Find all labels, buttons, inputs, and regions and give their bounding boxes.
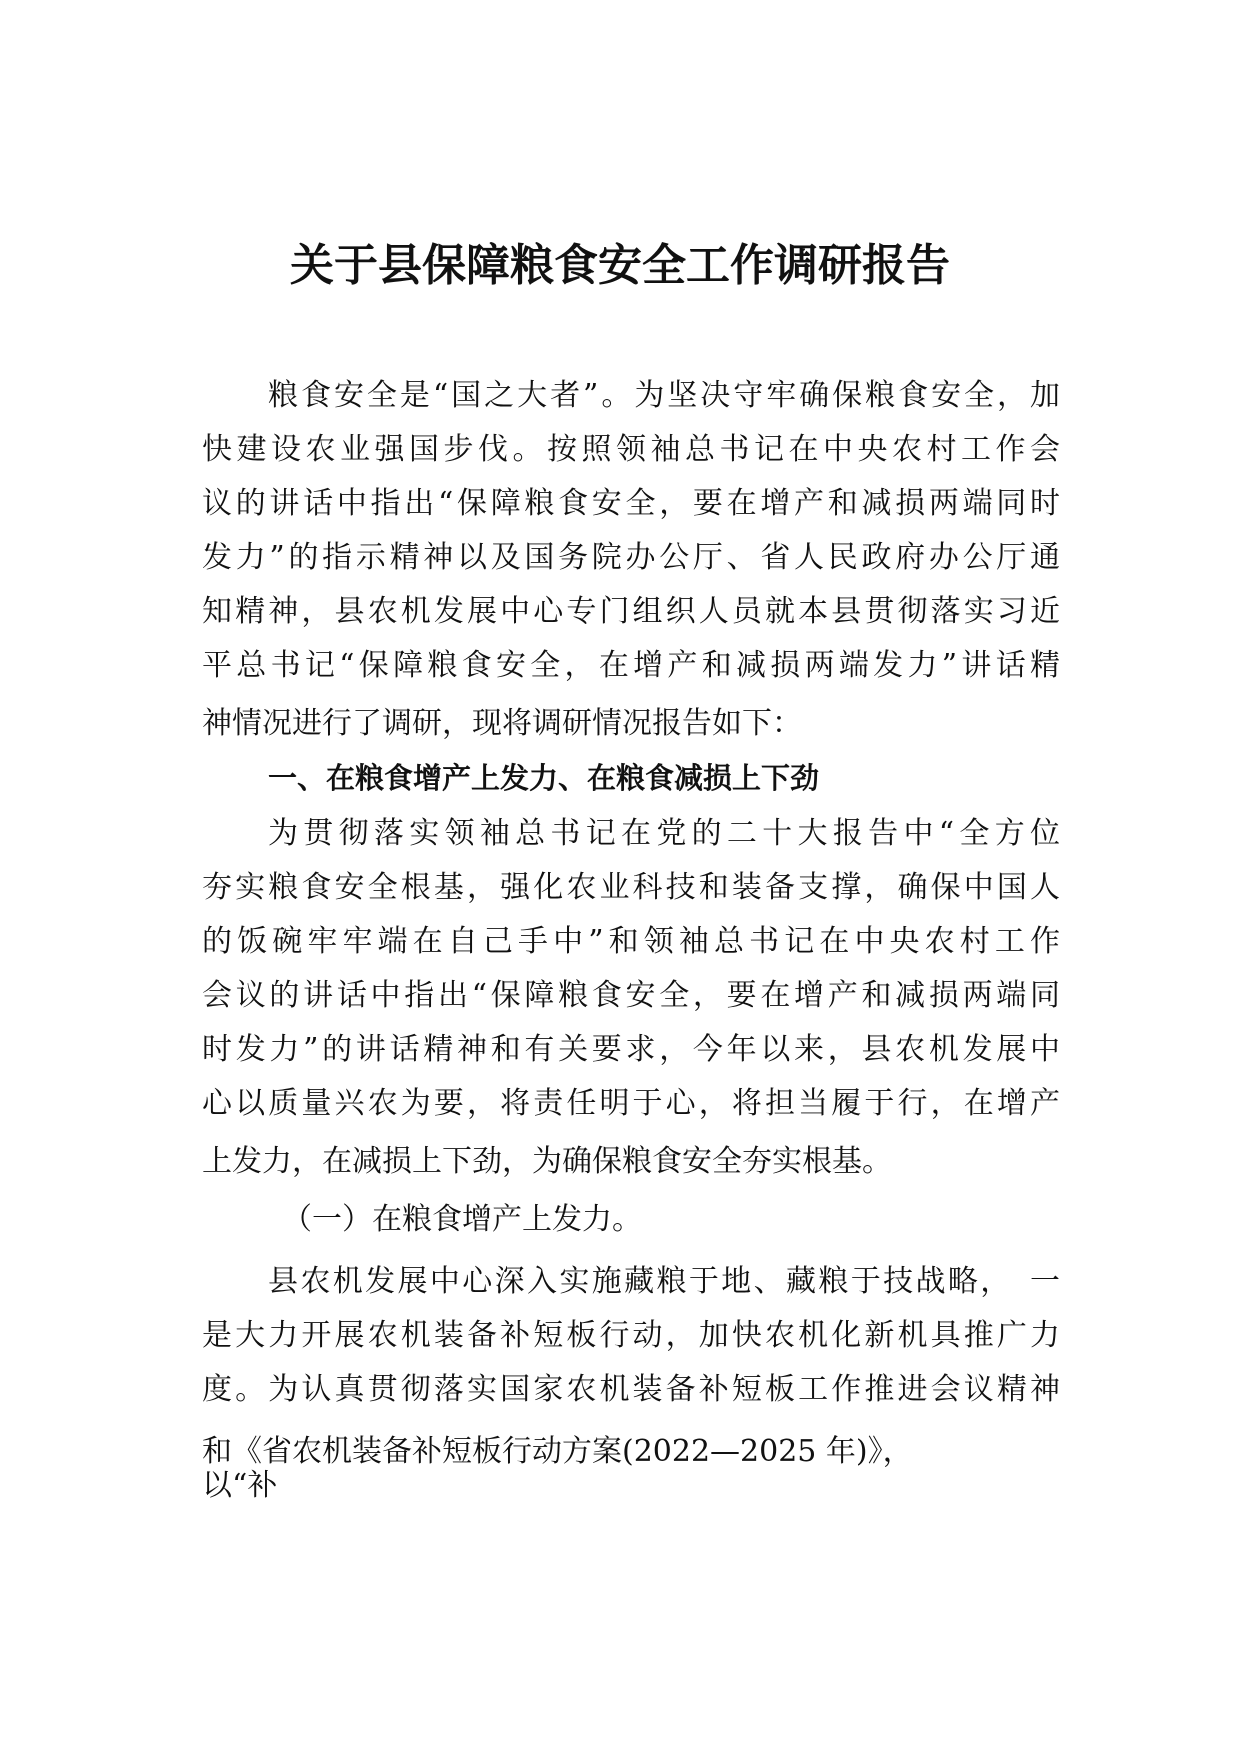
section-heading: 一、在粮食增产上发力、在粮食减损上下劲	[268, 761, 820, 795]
paragraph-line: 心以质量兴农为要，将责任明于心，将担当履于行，在增产	[202, 1086, 1060, 1121]
paragraph-line: 神情况进行了调研，现将调研情况报告如下：	[202, 706, 802, 741]
subsection-heading: （一）在粮食增产上发力。	[282, 1202, 642, 1237]
paragraph-line: 的饭碗牢牢端在自己手中”和领袖总书记在中央农村工作	[202, 924, 1060, 959]
paragraph-line: 平总书记“保障粮食安全，在增产和减损两端发力”讲话精	[202, 648, 1060, 683]
paragraph-line: 议的讲话中指出“保障粮食安全，要在增产和减损两端同时	[202, 486, 1060, 521]
paragraph-line: 时发力”的讲话精神和有关要求，今年以来，县农机发展中	[202, 1032, 1060, 1067]
paragraph-line: 是大力开展农机装备补短板行动，加快农机化新机具推广力	[202, 1318, 1060, 1353]
paragraph-line: 和《省农机装备补短板行动方案(2022—2025 年)》，	[202, 1434, 913, 1469]
paragraph-line: 知精神，县农机发展中心专门组织人员就本县贯彻落实习近	[202, 594, 1060, 629]
paragraph-line: 夯实粮食安全根基，强化农业科技和装备支撑，确保中国人	[202, 870, 1060, 905]
document-title: 关于县保障粮食安全工作调研报告	[290, 240, 950, 291]
paragraph-line: 为贯彻落实领袖总书记在党的二十大报告中“全方位	[268, 816, 1060, 851]
paragraph-line: 上发力，在减损上下劲，为确保粮食安全夯实根基。	[202, 1144, 892, 1179]
paragraph-line: 会议的讲话中指出“保障粮食安全，要在增产和减损两端同	[202, 978, 1060, 1013]
paragraph-line: 快建设农业强国步伐。按照领袖总书记在中央农村工作会	[202, 432, 1060, 467]
paragraph-line: 度。为认真贯彻落实国家农机装备补短板工作推进会议精神	[202, 1372, 1060, 1407]
paragraph-line: 县农机发展中心深入实施藏粮于地、藏粮于技战略， 一	[268, 1264, 1060, 1299]
paragraph-line: 以“补	[202, 1468, 278, 1503]
paragraph-line: 发力”的指示精神以及国务院办公厅、省人民政府办公厅通	[202, 540, 1060, 575]
paragraph-line: 粮食安全是“国之大者”。为坚决守牢确保粮食安全，加	[268, 378, 1060, 413]
